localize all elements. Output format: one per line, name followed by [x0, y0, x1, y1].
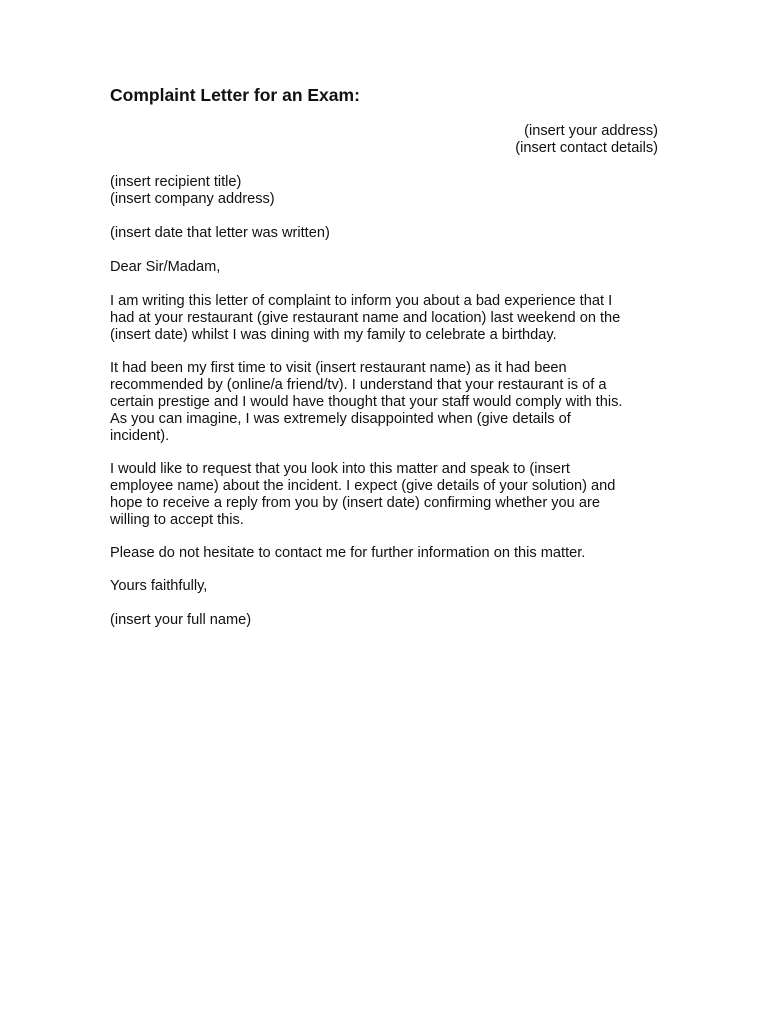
paragraph-line: had at your restaurant (give restaurant name and location) last weekend on the	[110, 310, 621, 326]
paragraph-line: certain prestige and I would have thought that your staff would comply with this.	[110, 394, 623, 410]
paragraph-line: I would like to request that you look into this matter and speak to (insert	[110, 461, 570, 477]
recipient-title: (insert recipient title)	[110, 174, 242, 190]
paragraph-line: It had been my first time to visit (insert restaurant name) as it had been	[110, 360, 567, 376]
sender-block	[110, 123, 658, 157]
sender-address: (insert your address)	[524, 123, 658, 139]
signature: (insert your full name)	[110, 612, 252, 628]
paragraph-line: hope to receive a reply from you by (insert date) confirming whether you are	[110, 495, 600, 511]
paragraph-3	[110, 461, 658, 529]
paragraph-2	[110, 360, 658, 445]
salutation: Dear Sir/Madam,	[110, 259, 221, 275]
letter-date: (insert date that letter was written)	[110, 225, 330, 241]
paragraph-line: recommended by (online/a friend/tv). I understand that your restaurant is of a	[110, 377, 607, 393]
paragraph-line: As you can imagine, I was extremely disappointed when (give details of	[110, 411, 571, 427]
letter-page	[110, 84, 658, 646]
paragraph-line: Please do not hesitate to contact me for further information on this matter.	[110, 545, 586, 561]
closing: Yours faithfully,	[110, 578, 208, 594]
paragraph-line: employee name) about the incident. I expect (give details of your solution) and	[110, 478, 616, 494]
paragraph-4	[110, 545, 658, 562]
paragraph-line: (insert date) whilst I was dining with my family to celebrate a birthday.	[110, 327, 557, 343]
document-title: Complaint Letter for an Exam:	[110, 85, 360, 105]
paragraph-line: willing to accept this.	[110, 512, 244, 528]
recipient-company-address: (insert company address)	[110, 191, 275, 207]
sender-contact: (insert contact details)	[515, 140, 658, 156]
paragraph-1	[110, 293, 658, 344]
recipient-block	[110, 174, 658, 208]
paragraph-line: I am writing this letter of complaint to inform you about a bad experience that I	[110, 293, 613, 309]
paragraph-line: incident).	[110, 428, 170, 444]
